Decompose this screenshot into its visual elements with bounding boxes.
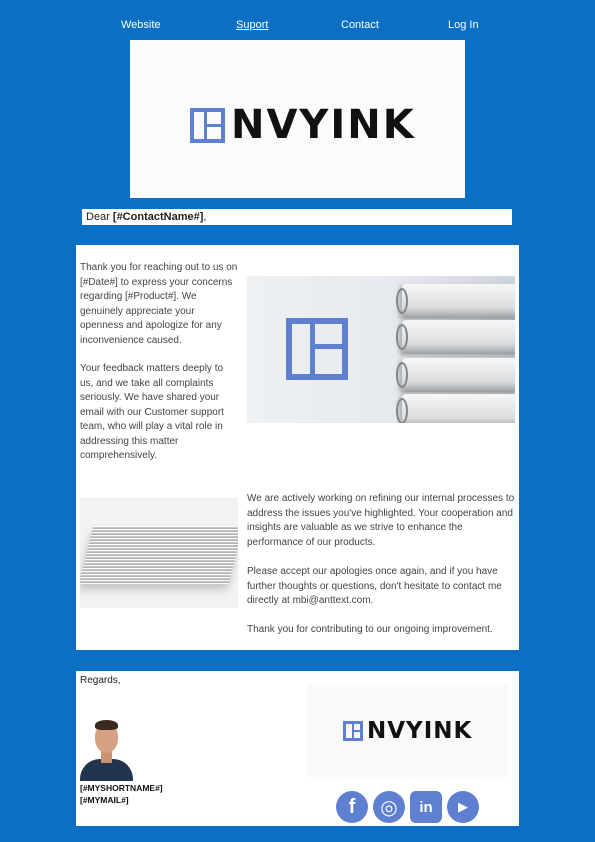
regards-text: Regards, <box>80 675 121 686</box>
top-nav <box>0 19 595 37</box>
body-paragraph-2: Your feedback matters deeply to us, and we take all complaints seriously. We have shared your email with our Customer support team, who will play a vital role in addressing this matter comprehensively. <box>80 363 224 461</box>
nav-website-link[interactable]: Website <box>121 19 161 31</box>
signature-brand-logo <box>343 718 472 744</box>
short-name-placeholder: [#MYSHORTNAME#] <box>80 783 163 793</box>
greeting-suffix: , <box>203 211 207 223</box>
photo-logo-mark-icon <box>286 318 348 380</box>
avatar <box>80 719 133 781</box>
body-paragraph-5: Thank you for contributing to our ongoing improvement. <box>247 624 493 635</box>
linkedin-icon[interactable]: in <box>410 791 442 823</box>
paper-stack-photo <box>80 498 238 608</box>
body-paragraph-4: Please accept our apologies once again, and if you have further thoughts or questions, don't hesitate to contact me directly at mbi@anttext.com. <box>247 566 502 606</box>
instagram-icon[interactable]: ◎ <box>373 791 405 823</box>
greeting-line <box>82 209 512 225</box>
facebook-icon[interactable]: f <box>336 791 368 823</box>
brand-name: NVYINK <box>231 102 416 148</box>
mail-placeholder: [#MYMAIL#] <box>80 795 129 805</box>
youtube-icon[interactable]: ▶ <box>447 791 479 823</box>
contact-name-placeholder: [#ContactName#] <box>112 211 204 223</box>
body-paragraph-1: Thank you for reaching out to us on [#Date#] to express your concerns regarding [#Product#]. We genuinely appreciate your openness and apologize for any inconvenience caused. <box>80 262 238 346</box>
nav-login-link[interactable]: Log In <box>448 19 479 31</box>
body-paragraph-3: We are actively working on refining our internal processes to address the issues you've highlighted. Your cooperation and insights are valuable as we strive to enhance the performance of our products. <box>247 493 515 548</box>
greeting-prefix: Dear <box>86 211 113 223</box>
header-logo-panel <box>130 40 465 198</box>
brand-logo <box>190 102 416 148</box>
signature-brand-name: NVYINK <box>367 718 473 744</box>
signature-brand-mark-icon <box>343 721 363 741</box>
binders-photo <box>247 276 515 423</box>
nav-support-link[interactable]: Suport <box>236 19 269 31</box>
brand-mark-icon <box>190 108 225 143</box>
signature-logo-panel <box>307 685 508 777</box>
nav-contact-link[interactable]: Contact <box>341 19 379 31</box>
